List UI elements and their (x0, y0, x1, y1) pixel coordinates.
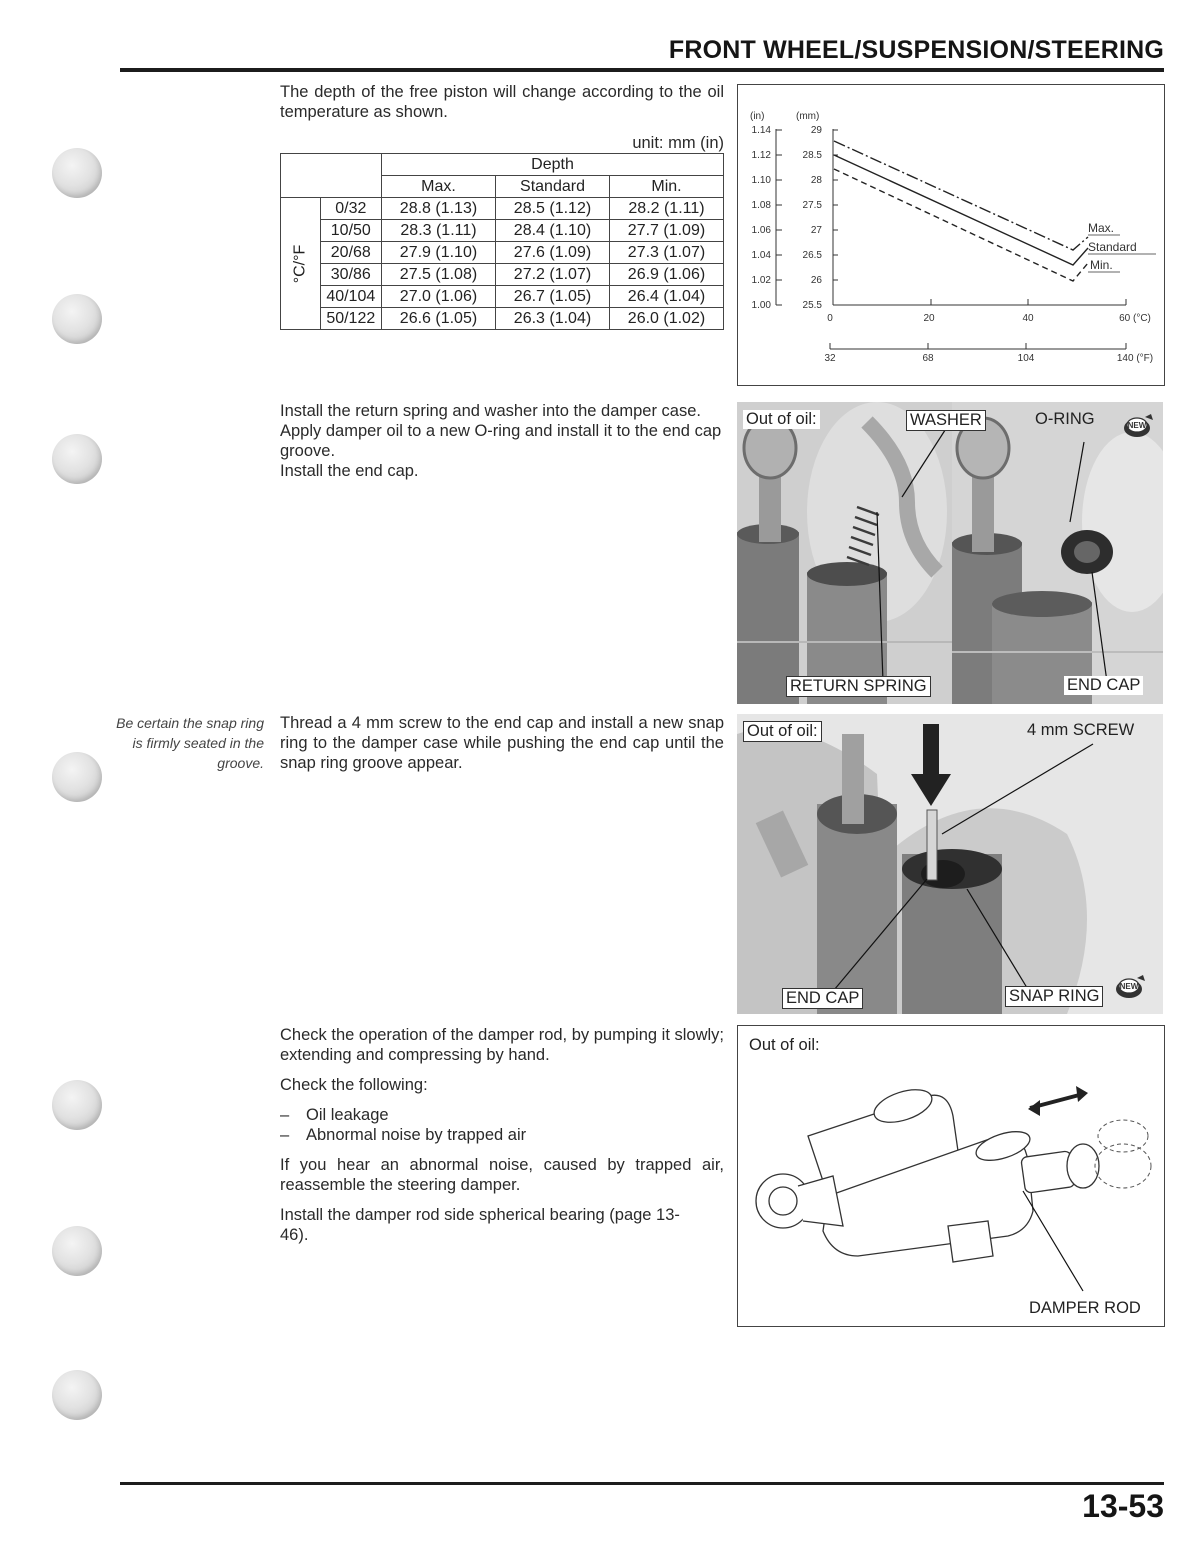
y-in-ticks (752, 125, 772, 311)
check-operation-text: Check the operation of the damper rod, by pumping it slowly; extending and compressing by hand. (280, 1026, 724, 1064)
x-f-tick: 104 (1017, 353, 1035, 364)
y-in-tick: 1.12 (751, 150, 771, 161)
snap-ring-photo (737, 714, 1163, 1014)
y-in-tick: 1.02 (751, 275, 771, 286)
page-header-title: FRONT WHEEL/SUSPENSION/STEERING (668, 36, 1164, 64)
table-corner (281, 154, 382, 198)
operation-check (280, 1025, 724, 1245)
x-f-tick: 32 (824, 353, 836, 364)
binder-hole (52, 1080, 102, 1130)
table-row (281, 286, 724, 308)
y-in-tick: 1.00 (751, 300, 771, 311)
fig3-out-of-oil-label: Out of oil: (743, 721, 822, 742)
col-header-max: Max. (382, 176, 496, 198)
table-row (281, 264, 724, 286)
col-header-standard: Standard (496, 176, 610, 198)
list-item: – Oil leakage (280, 1106, 389, 1124)
install-bearing-text: Install the damper rod side spherical bearing (page 13-46). (280, 1206, 680, 1244)
standard-cell: 27.2 (1.07) (496, 264, 610, 286)
new-part-icon (1123, 413, 1155, 439)
damper-rod-label: DAMPER ROD (1029, 1299, 1141, 1317)
new-badge: NEW (1119, 982, 1139, 991)
legend-max: Max. (1088, 221, 1115, 235)
page-number: 13-53 (1082, 1488, 1164, 1524)
standard-cell: 26.3 (1.04) (496, 308, 610, 330)
binder-hole (52, 1226, 102, 1276)
x-f-tick: 140 (°F) (1116, 353, 1154, 364)
y-mm-tick: 27 (810, 225, 822, 236)
depth-chart-figure (737, 84, 1165, 386)
binder-hole (52, 434, 102, 484)
y-in-tick: 1.14 (751, 125, 771, 136)
damper-rod-figure (737, 1025, 1165, 1327)
o-ring-label: O-RING (1035, 410, 1095, 428)
max-cell: 28.3 (1.11) (382, 220, 496, 242)
temp-cell: 50/122 (320, 308, 381, 330)
temp-cell: 10/50 (320, 220, 381, 242)
standard-cell: 28.5 (1.12) (496, 198, 610, 220)
return-spring-photo (737, 402, 952, 704)
standard-line (834, 155, 1088, 265)
min-cell: 27.7 (1.09) (610, 220, 724, 242)
y-mm-tick: 26.5 (802, 250, 822, 261)
min-cell: 28.2 (1.11) (610, 198, 724, 220)
step-end-cap: Install the end cap. (280, 462, 419, 480)
table-row (281, 220, 724, 242)
table-row (281, 198, 724, 220)
depth-header: Depth (382, 154, 724, 176)
x-c-tick: 40 (1022, 313, 1034, 324)
standard-cell: 26.7 (1.05) (496, 286, 610, 308)
temp-cell: 20/68 (320, 242, 381, 264)
max-cell: 26.6 (1.05) (382, 308, 496, 330)
min-line (834, 169, 1088, 281)
abnormal-noise-text: If you hear an abnormal noise, caused by trapped air, reassemble the steering damper. (280, 1156, 724, 1194)
binder-hole (52, 752, 102, 802)
x-c-tick: 60 (°C) (1119, 313, 1151, 324)
new-part-icon (1115, 974, 1147, 1000)
step-return-spring: Install the return spring and washer into the damper case. (280, 402, 701, 420)
x-c-tick: 20 (923, 313, 935, 324)
max-cell: 27.0 (1.06) (382, 286, 496, 308)
end-cap-label-top: END CAP (1064, 676, 1143, 695)
snap-ring-label: SNAP RING (1005, 986, 1103, 1007)
min-cell: 26.4 (1.04) (610, 286, 724, 308)
x-f-tick: 68 (922, 353, 934, 364)
screw-label: 4 mm SCREW (1027, 721, 1135, 739)
fig4-out-of-oil-label: Out of oil: (749, 1036, 820, 1054)
check-list (280, 1105, 724, 1145)
step-o-ring: Apply damper oil to a new O-ring and install it to the end cap groove. (280, 422, 722, 460)
depth-chart (738, 85, 1164, 385)
temp-cell: 30/86 (320, 264, 381, 286)
y-in-tick: 1.10 (751, 175, 771, 186)
unit-in-label: (in) (750, 111, 765, 122)
o-ring-end-cap-photo (952, 402, 1163, 704)
standard-cell: 27.6 (1.09) (496, 242, 610, 264)
y-mm-tick: 25.5 (802, 300, 822, 311)
y-in-tick: 1.06 (751, 225, 771, 236)
y-mm-ticks (803, 125, 823, 311)
y-mm-tick: 28.5 (802, 150, 822, 161)
fig2-out-of-oil-label: Out of oil: (743, 410, 820, 429)
header-rule (120, 68, 1164, 72)
snap-ring-side-note: Be certain the snap ring is firmly seated in the groove. (116, 715, 264, 771)
y-mm-tick: 28 (810, 175, 822, 186)
end-cap-label-bottom: END CAP (782, 988, 863, 1009)
legend-min: Min. (1090, 258, 1113, 272)
min-cell: 26.9 (1.06) (610, 264, 724, 286)
return-spring-label: RETURN SPRING (786, 676, 931, 697)
max-cell: 27.9 (1.10) (382, 242, 496, 264)
binder-hole (52, 1370, 102, 1420)
table-unit: unit: mm (in) (632, 134, 724, 152)
temp-axis-label: °C/°F (281, 198, 321, 330)
check-following-text: Check the following: (280, 1076, 428, 1094)
standard-cell: 28.4 (1.10) (496, 220, 610, 242)
binder-hole (52, 294, 102, 344)
y-mm-tick: 29 (810, 125, 822, 136)
new-badge: NEW (1127, 421, 1147, 430)
table-row (281, 308, 724, 330)
legend-standard: Standard (1088, 240, 1137, 254)
y-in-tick: 1.08 (751, 200, 771, 211)
temp-cell: 0/32 (320, 198, 381, 220)
min-cell: 27.3 (1.07) (610, 242, 724, 264)
depth-table (280, 153, 724, 330)
y-mm-tick: 27.5 (802, 200, 822, 211)
footer-rule (120, 1482, 1164, 1485)
col-header-min: Min. (610, 176, 724, 198)
intro-text: The depth of the free piston will change according to the oil temperature as shown. (280, 83, 724, 121)
assembly-steps (280, 401, 724, 481)
max-cell: 27.5 (1.08) (382, 264, 496, 286)
washer-label: WASHER (906, 410, 986, 431)
unit-mm-label: (mm) (796, 111, 820, 122)
list-item: – Abnormal noise by trapped air (280, 1126, 527, 1144)
table-row (281, 242, 724, 264)
snap-ring-instruction: Thread a 4 mm screw to the end cap and install a new snap ring to the damper case while pushing the end cap until the snap ring groove appear. (280, 714, 724, 772)
temp-cell: 40/104 (320, 286, 381, 308)
y-in-tick: 1.04 (751, 250, 771, 261)
y-mm-tick: 26 (810, 275, 822, 286)
min-cell: 26.0 (1.02) (610, 308, 724, 330)
max-cell: 28.8 (1.13) (382, 198, 496, 220)
max-line (834, 141, 1088, 250)
binder-hole (52, 148, 102, 198)
x-c-tick: 0 (827, 313, 833, 324)
